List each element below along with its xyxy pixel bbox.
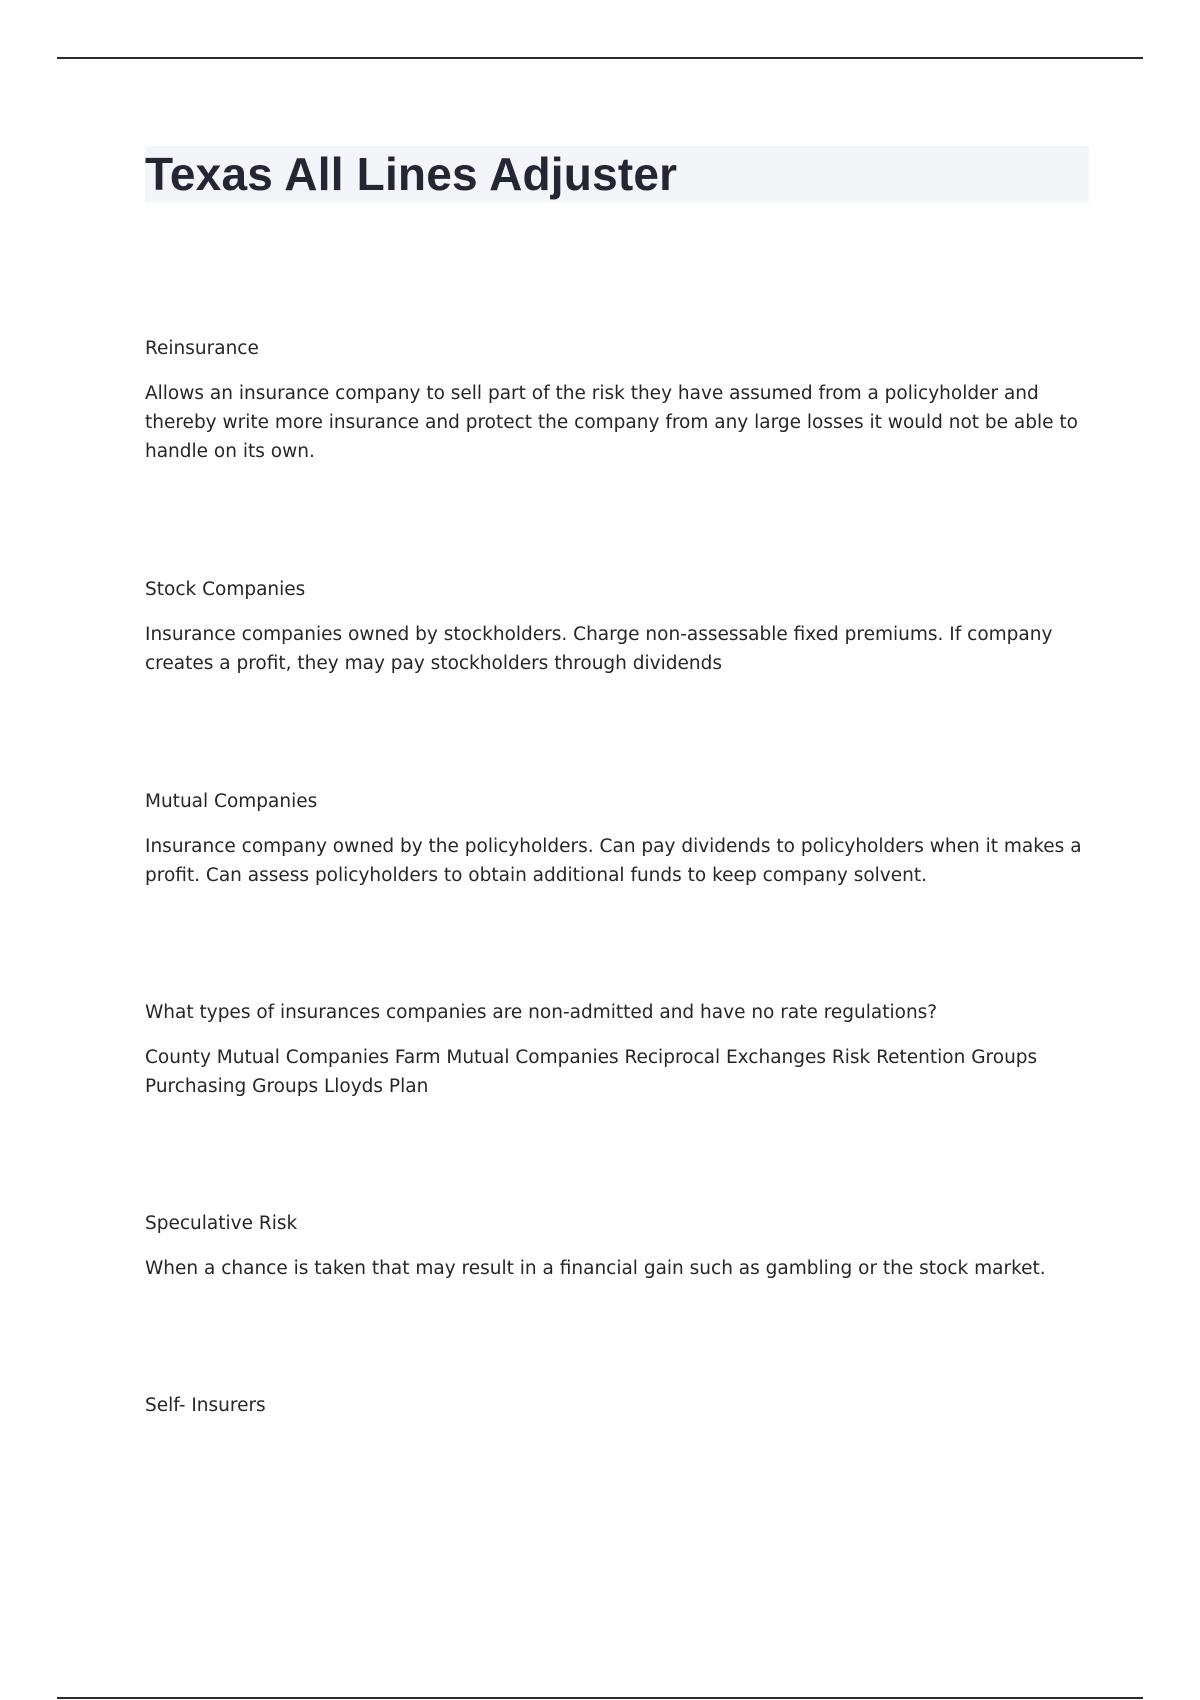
- card-definition: County Mutual Companies Farm Mutual Companies Reciprocal Exchanges Risk Retention Groups Purchasing Groups Lloyds Plan: [145, 1047, 1038, 1097]
- flashcard-non-admitted-companies: [145, 1000, 1090, 1101]
- card-term: What types of insurances companies are non-admitted and have no rate regulations?: [145, 1002, 938, 1023]
- flashcard-mutual-companies: [145, 789, 1090, 890]
- flashcard-speculative-risk: [145, 1211, 1090, 1283]
- card-definition: Allows an insurance company to sell part of the risk they have assumed from a policyholder and thereby write more insurance and protect the company from any large losses it would not be able to handle on its own.: [145, 383, 1078, 462]
- card-term: Mutual Companies: [145, 791, 318, 812]
- card-definition: Insurance company owned by the policyholders. Can pay dividends to policyholders when it makes a profit. Can assess policyholders to obtain additional funds to keep company solvent.: [145, 836, 1082, 886]
- top-divider: [57, 57, 1143, 59]
- flashcard-stock-companies: [145, 577, 1090, 678]
- card-term: Stock Companies: [145, 579, 306, 600]
- card-term: Reinsurance: [145, 338, 259, 359]
- card-term: Self- Insurers: [145, 1395, 266, 1416]
- flashcard-self-insurers: [145, 1393, 1090, 1419]
- flashcard-reinsurance: [145, 336, 1090, 466]
- title-banner: [145, 146, 1089, 202]
- bottom-divider: [57, 1697, 1143, 1699]
- document-title: Texas All Lines Adjuster: [145, 148, 678, 200]
- card-definition: Insurance companies owned by stockholders. Charge non-assessable fixed premiums. If company creates a profit, they may pay stockholders through dividends: [145, 624, 1053, 674]
- card-definition: When a chance is taken that may result in a financial gain such as gambling or the stock market.: [145, 1258, 1046, 1279]
- card-term: Speculative Risk: [145, 1213, 298, 1234]
